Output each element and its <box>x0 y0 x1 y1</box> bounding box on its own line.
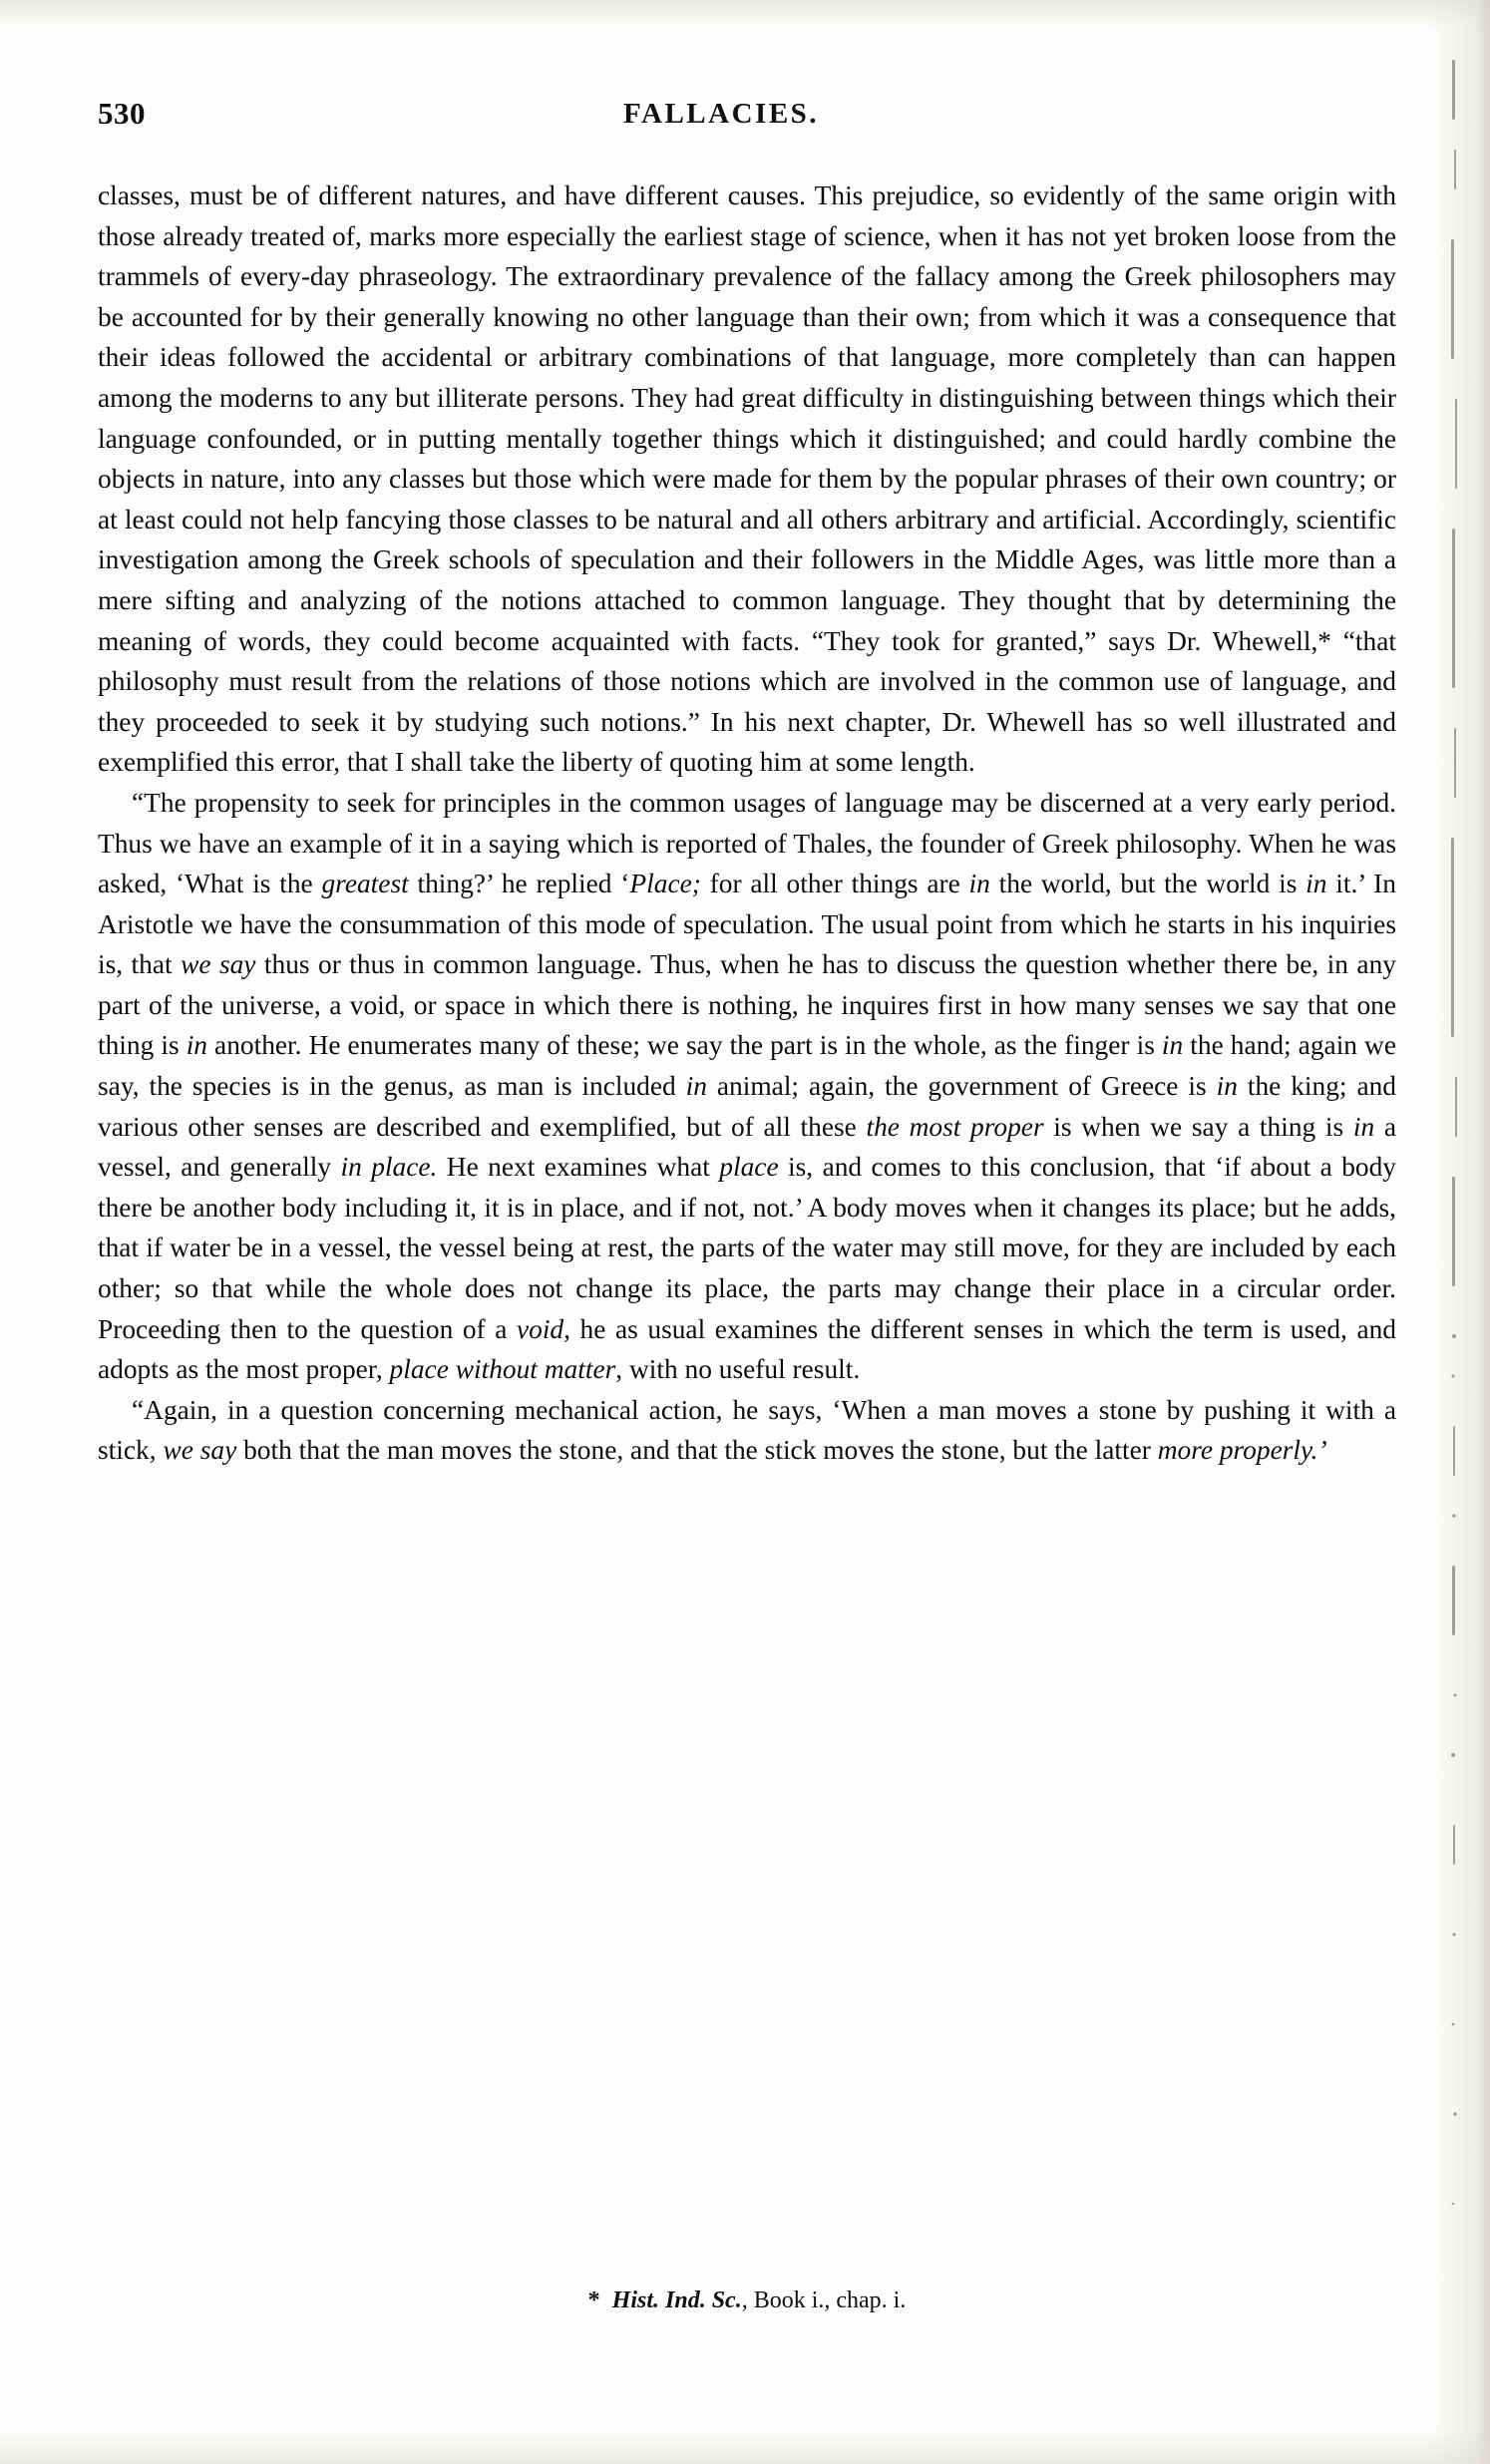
text-run: it.’ In Aristotle we have the consummation of this mode of speculation. The usual point from which he starts in his inquiries is, that <box>98 869 1396 980</box>
text-run: both that the man moves the stone, and that the stick moves the stone, but the latter <box>236 1435 1158 1466</box>
text-run: the king; and various other senses are described and exemplified, but of all these <box>98 1071 1396 1142</box>
text-run: He next examines what <box>437 1152 720 1183</box>
text-run: another. He enumerates many of these; we say the part is in the whole, as the finger is <box>207 1030 1162 1061</box>
italic-run: Place; <box>629 869 701 899</box>
text-run: is, and comes to this conclusion, that ‘if about a body there be another body including it, it is in place, and if not, not.’ A body moves when it changes its place; but he adds, that if water be in a vessel, the vessel being at rest, the parts of the water may still move, for they are included by each other; so that while the whole does not change its place, the parts may change their place in a circular order. Proceeding then to the question of a <box>98 1152 1396 1344</box>
page-body-text <box>98 176 1396 1471</box>
italic-run: in <box>1161 1030 1184 1061</box>
italic-run: in <box>968 869 990 899</box>
text-run: for all other things are <box>700 869 969 899</box>
italic-run: we say <box>163 1435 237 1466</box>
text-run: “Again, in a question concerning mechanical action, he says, ‘When a man moves a stone by pushing it with a stick, <box>98 1394 1396 1466</box>
text-run: thus or thus in common language. Thus, when he has to discuss the question whether there be, in any part of the universe, a void, or space in which there is nothing, he inquires first in how many senses we say that one thing is <box>98 949 1396 1061</box>
text-run: , with no useful result. <box>615 1354 861 1385</box>
text-run: “The propensity to seek for principles in the common usages of language may be discerned at a very early period. Thus we have an example of it in a saying which is reported of Thales, the founder of Greek philosophy. When he was asked, ‘What is the <box>98 787 1396 899</box>
text-run: thing?’ he replied ‘ <box>408 869 630 899</box>
italic-run: the most proper <box>866 1111 1044 1142</box>
text-run: he as usual examines the different senses in which the term is used, and adopts as the most proper, <box>98 1313 1396 1385</box>
margin-speckle-marks <box>1442 40 1468 2353</box>
text-run: classes, must be of different natures, and have different causes. This prejudice, so evidently of the same origin with those already treated of, marks more especially the earliest stage of science, when it has not yet broken loose from the trammels of every-day phraseology. The extraordinary prevalence of the fallacy among the Greek philosophers may be accounted for by their generally knowing no other language than their own; from which it was a consequence that their ideas followed the accidental or arbitrary combinations of that language, more completely than can happen among the moderns to any but illiterate persons. They had great difficulty in distinguishing between things which their language confounded, or in putting mentally together things which it distinguished; and could hardly combine the objects in nature, into any classes but those which were made for them by the popular phrases of their own country; or at least could not help fancying those classes to be natural and all others arbitrary and artificial. Accordingly, scientific investigation among the Greek schools of speculation and their followers in the Middle Ages, was little more than a mere sifting and analyzing of the notions attached to common language. They thought that by determining the meaning of words, they could become acquainted with facts. “They took for granted,” says Dr. Whewell,* “that philosophy must result from the relations of those notions which are involved in the common use of language, and they proceeded to seek it by studying such notions.” In his next chapter, Dr. Whewell has so well illustrated and exemplified this error, that I shall take the liberty of quoting him at some length. <box>98 180 1396 778</box>
text-run: the hand; again we say, the species is in the genus, as man is included <box>98 1030 1396 1102</box>
body-paragraph <box>98 176 1396 783</box>
text-run: animal; again, the government of Greece is <box>706 1071 1217 1102</box>
page-header <box>98 96 1394 136</box>
footnote <box>98 2286 1396 2315</box>
running-head: FALLACIES. <box>622 98 820 130</box>
italic-run: in <box>685 1071 707 1102</box>
text-run: a vessel, and generally <box>98 1111 1397 1183</box>
italic-run: greatest <box>321 869 409 899</box>
text-run: the world, but the world is <box>989 869 1306 899</box>
page-edge-shading-bottom <box>0 2430 1490 2464</box>
text-run: is when we say a thing is <box>1043 1111 1353 1142</box>
footnote-source-title: Hist. Ind. Sc. <box>611 2288 742 2313</box>
italic-run: in <box>1305 869 1327 899</box>
italic-run: more properly.’ <box>1157 1435 1327 1466</box>
italic-run: we say <box>181 949 256 980</box>
italic-run: place <box>719 1152 779 1183</box>
italic-run: in <box>186 1030 207 1061</box>
italic-run: void, <box>516 1313 570 1344</box>
page-number: 530 <box>98 96 146 131</box>
footnote-marker: * <box>587 2288 600 2313</box>
italic-run: in <box>1216 1071 1238 1102</box>
italic-run: in <box>1352 1111 1375 1142</box>
italic-run: place without matter <box>389 1354 616 1385</box>
italic-run: in place. <box>340 1152 438 1183</box>
body-paragraph <box>98 1390 1396 1471</box>
page-edge-shading-right <box>1430 0 1490 2464</box>
footnote-source-rest: , Book i., chap. i. <box>741 2288 907 2313</box>
body-paragraph <box>98 783 1396 1390</box>
page-edge-shading-top <box>0 0 1490 28</box>
